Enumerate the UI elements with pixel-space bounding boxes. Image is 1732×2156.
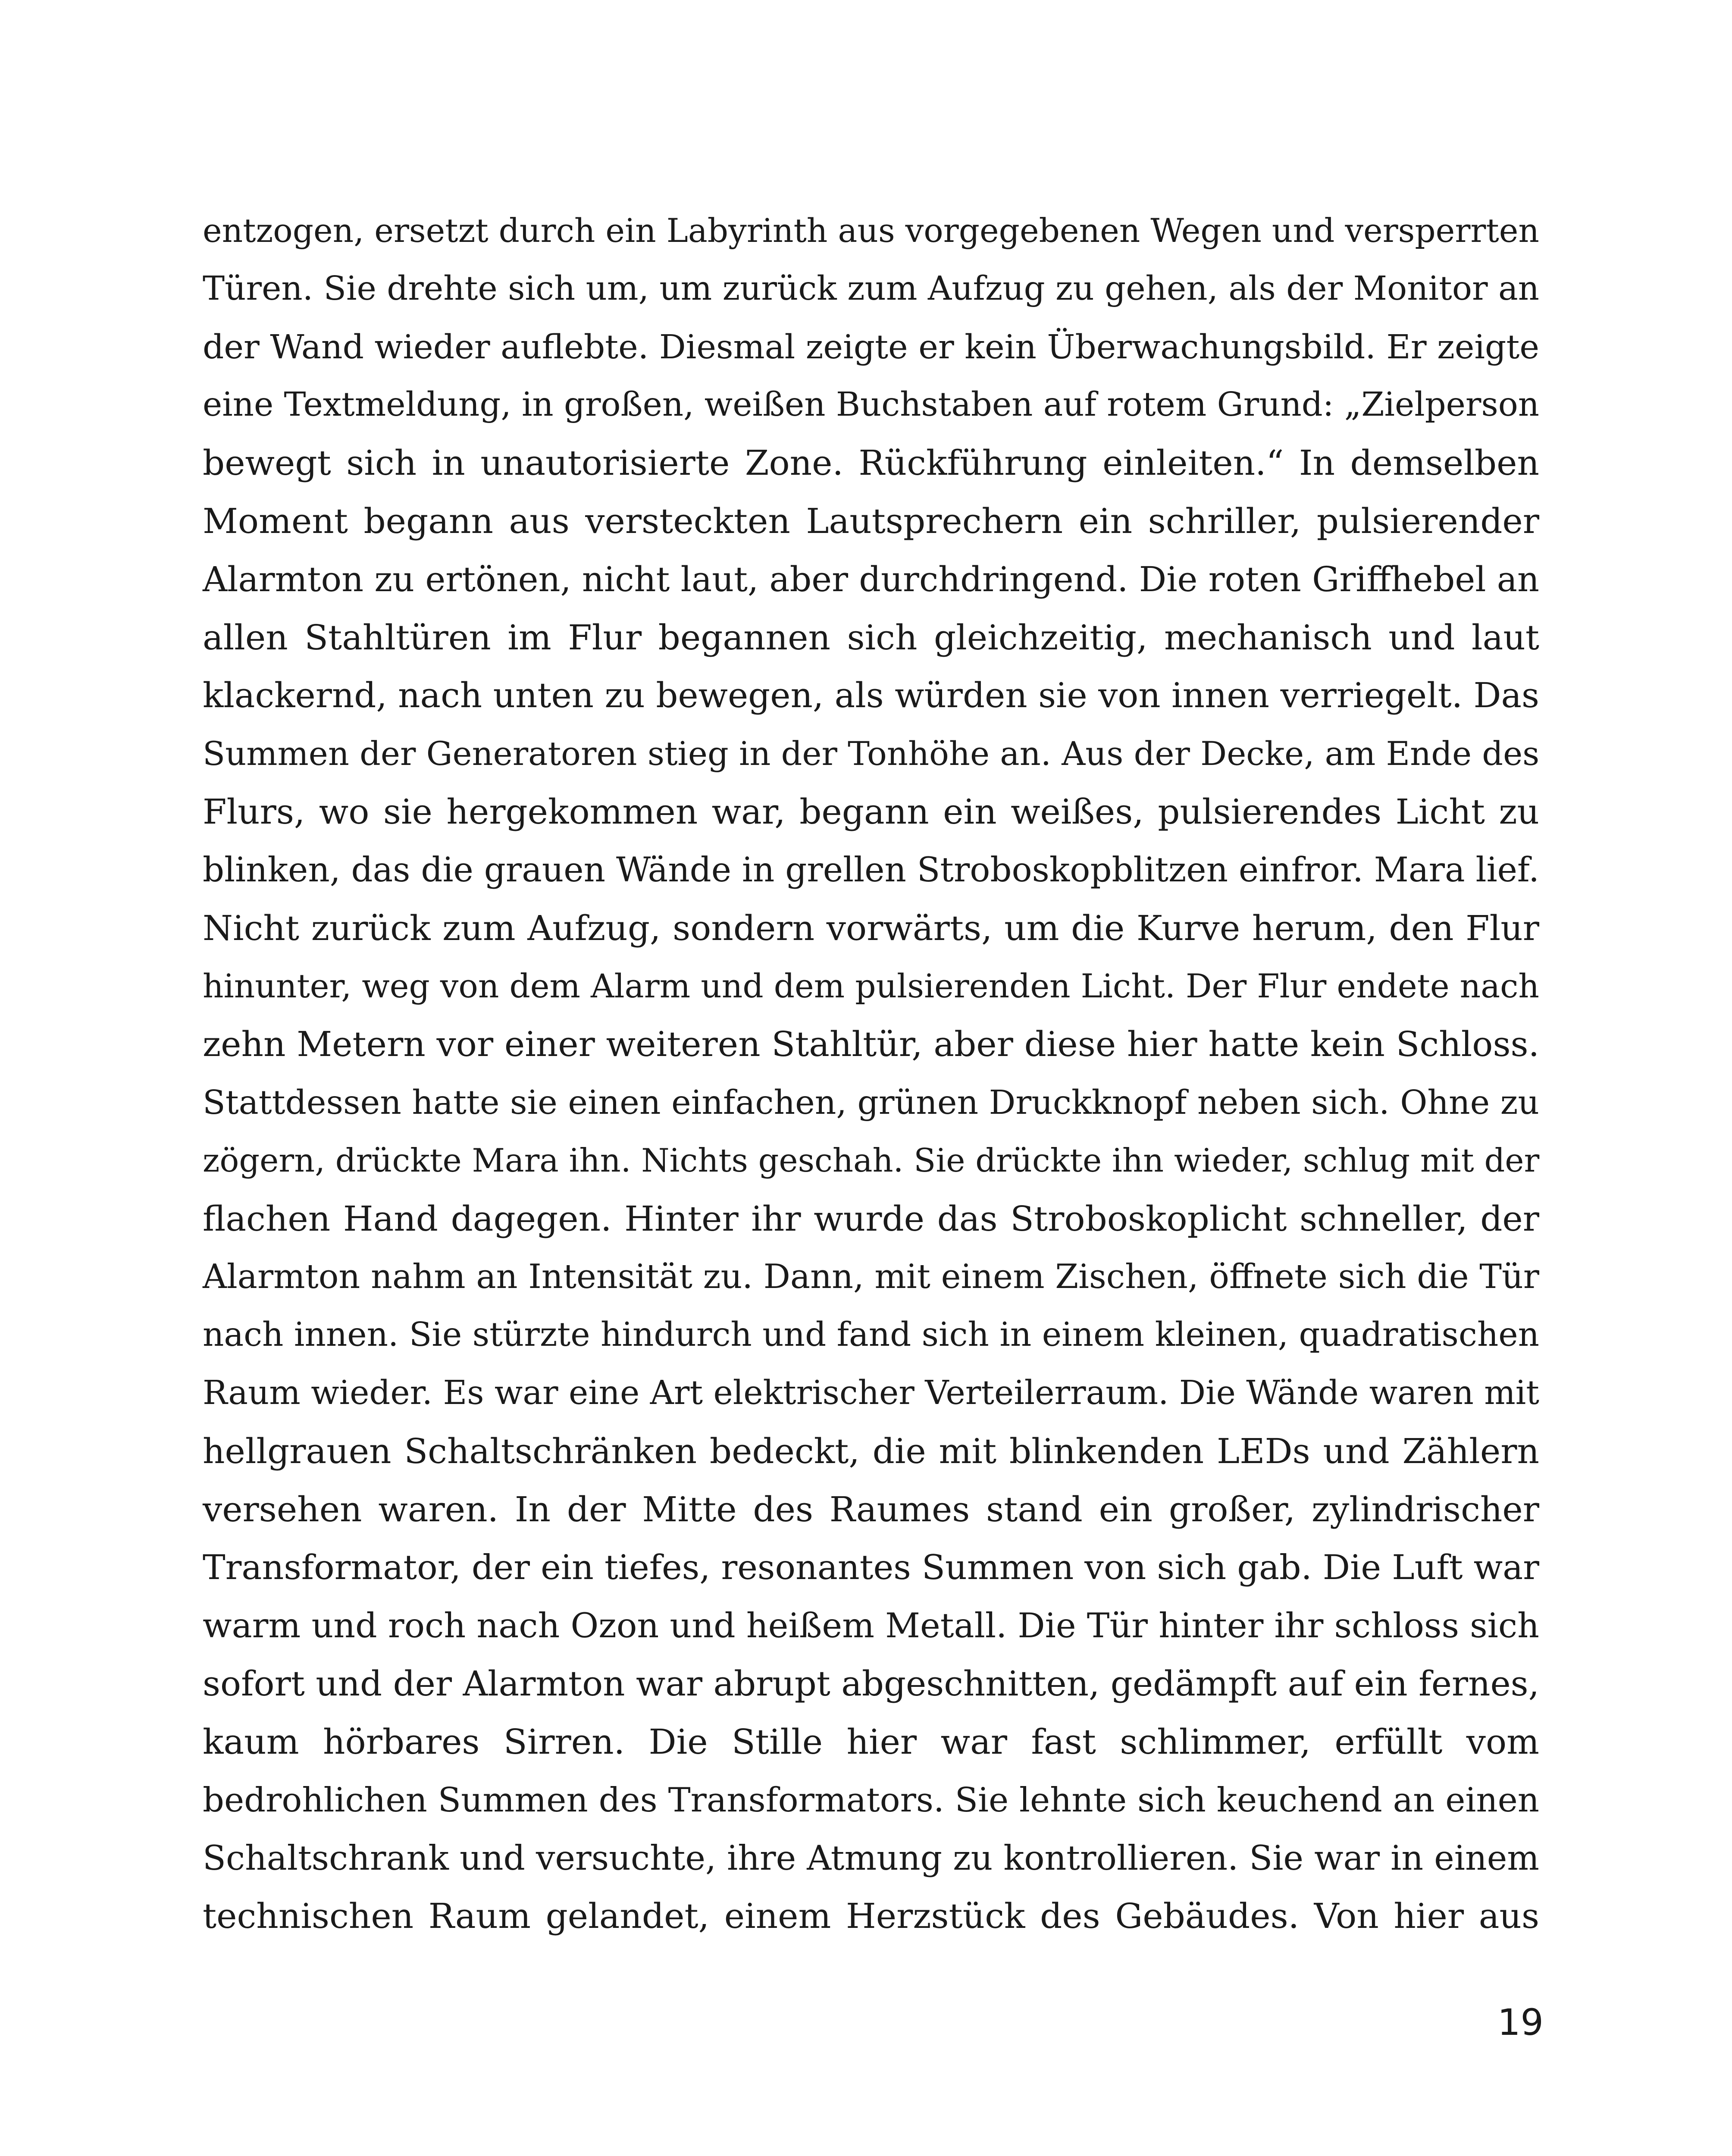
text-line: Stattdessen hatte sie einen einfachen, grünen Druckknopf neben sich. Ohne zu [203, 1083, 1539, 1122]
text-line: Flurs, wo sie hergekommen war, begann ein weißes, pulsierendes Licht zu [203, 791, 1539, 832]
text-line: Raum wieder. Es war eine Art elektrischer Verteilerraum. Die Wände waren mit [203, 1373, 1539, 1412]
text-line: hellgrauen Schaltschränken bedeckt, die mit blinkenden LEDs und Zählern [203, 1431, 1539, 1471]
body-text [203, 202, 1539, 1946]
text-line: Türen. Sie drehte sich um, um zurück zum Aufzug zu gehen, als der Monitor an [203, 269, 1539, 308]
text-line: zehn Metern vor einer weiteren Stahltür, aber diese hier hatte kein Schloss. [203, 1024, 1539, 1065]
text-line: klackernd, nach unten zu bewegen, als würden sie von innen verriegelt. Das [203, 675, 1539, 716]
text-line: der Wand wieder auflebte. Diesmal zeigte er kein Überwachungsbild. Er zeigte [203, 327, 1539, 367]
text-line: nach innen. Sie stürzte hindurch und fand sich in einem kleinen, quadratischen [203, 1316, 1539, 1354]
text-line: Moment begann aus versteckten Lautsprechern ein schriller, pulsierender [203, 501, 1539, 541]
page-number: 19 [1497, 2001, 1544, 2043]
text-line: Nicht zurück zum Aufzug, sondern vorwärts, um die Kurve herum, den Flur [203, 908, 1539, 948]
text-line: hinunter, weg von dem Alarm und dem pulsierenden Licht. Der Flur endete nach [203, 967, 1539, 1006]
text-line: allen Stahltüren im Flur begannen sich gleichzeitig, mechanisch und laut [203, 617, 1539, 658]
text-line: Transformator, der ein tiefes, resonantes Summen von sich gab. Die Luft war [203, 1548, 1539, 1588]
text-line: technischen Raum gelandet, einem Herzstück des Gebäudes. Von hier aus [203, 1896, 1539, 1937]
text-line: sofort und der Alarmton war abrupt abgeschnitten, gedämpft auf ein fernes, [203, 1663, 1539, 1704]
text-line: Alarmton zu ertönen, nicht laut, aber durchdringend. Die roten Griffhebel an [203, 559, 1539, 599]
text-line: eine Textmeldung, in großen, weißen Buchstaben auf rotem Grund: „Zielperson [203, 385, 1539, 424]
text-line: Schaltschrank und versuchte, ihre Atmung zu kontrollieren. Sie war in einem [203, 1838, 1539, 1878]
text-line: bewegt sich in unautorisierte Zone. Rückführung einleiten.“ In demselben [203, 443, 1539, 483]
text-line: zögern, drückte Mara ihn. Nichts geschah. Sie drückte ihn wieder, schlug mit der [203, 1141, 1540, 1179]
text-line: bedrohlichen Summen des Transformators. Sie lehnte sich keuchend an einen [203, 1780, 1539, 1820]
text-line: Alarmton nahm an Intensität zu. Dann, mit einem Zischen, öffnete sich die Tür [203, 1257, 1539, 1297]
text-line: flachen Hand dagegen. Hinter ihr wurde das Stroboskoplicht schneller, der [203, 1198, 1539, 1239]
text-line: kaum hörbares Sirren. Die Stille hier war fast schlimmer, erfüllt vom [203, 1721, 1539, 1762]
text-line: blinken, das die grauen Wände in grellen Stroboskopblitzen einfror. Mara lief. [203, 850, 1539, 890]
text-line: Summen der Generatoren stieg in der Tonhöhe an. Aus der Decke, am Ende des [203, 734, 1540, 773]
text-line: entzogen, ersetzt durch ein Labyrinth aus vorgegebenen Wegen und versperrten [203, 212, 1539, 250]
text-line: versehen waren. In der Mitte des Raumes stand ein großer, zylindrischer [203, 1489, 1539, 1529]
text-line: warm und roch nach Ozon und heißem Metall. Die Tür hinter ihr schloss sich [203, 1606, 1539, 1646]
